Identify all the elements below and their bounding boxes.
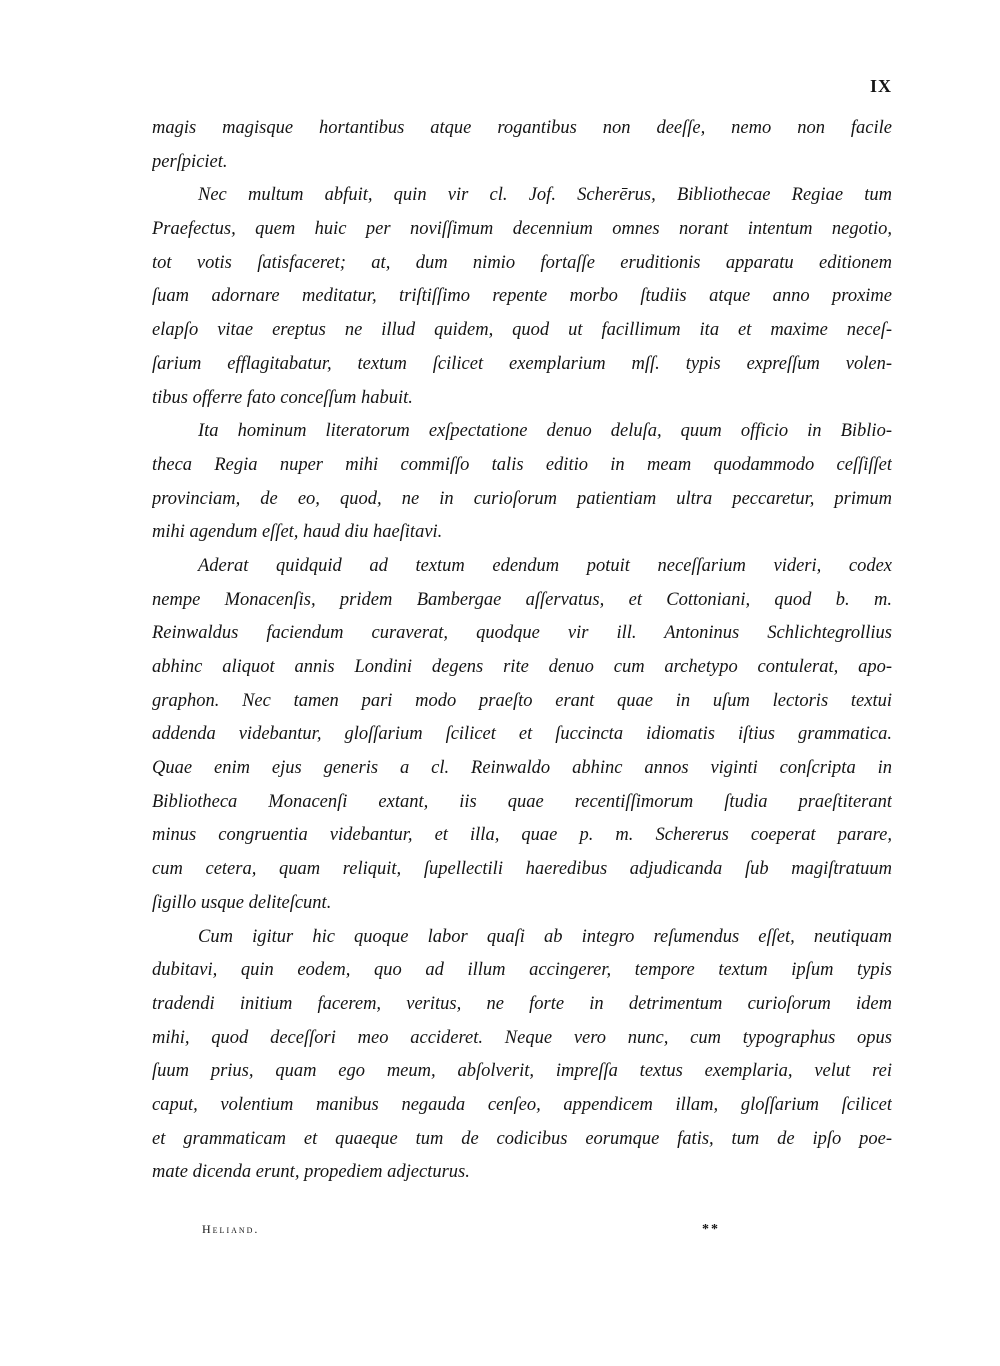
text-line: ſuum prius, quam ego meum, abſolverit, impreſſa textus exemplaria, velut rei	[152, 1061, 892, 1082]
text-line: nempe Monacenſis, pridem Bambergae aſſervatus, et Cottoniani, quod b. m.	[152, 589, 892, 610]
text-line: mihi, quod deceſſori meo accideret. Neque vero nunc, cum typographus opus	[152, 1027, 892, 1048]
text-line: mate dicenda erunt, propediem adjecturus.	[152, 1162, 470, 1183]
text-line: Cum igitur hic quoque labor quaſi ab integro reſumendus eſſet, neutiquam	[198, 926, 892, 947]
text-line: graphon. Nec tamen pari modo praeſto erant quae in uſum lectoris textui	[152, 690, 892, 711]
text-line: caput, volentium manibus negauda cenſeo, appendicem illam, gloſſarium ſcilicet	[152, 1094, 892, 1115]
page-footer	[202, 1222, 762, 1246]
text-line: Praefectus, quem huic per noviſſimum decennium omnes norant intentum negotio,	[152, 219, 892, 240]
paragraph	[152, 415, 892, 550]
text-line: minus congruentia videbantur, et illa, quae p. m. Schererus coeperat parare,	[152, 825, 892, 846]
text-line: et grammaticam et quaeque tum de codicibus eorumque fatis, tum de ipſo poe-	[152, 1128, 892, 1149]
signature-mark: Heliand.	[202, 1222, 260, 1236]
page-number: IX	[869, 76, 892, 96]
text-line: theca Regia nuper mihi commiſſo talis editio in meam quodammodo ceſſiſſet	[152, 454, 892, 475]
text-line: mihi agendum eſſet, haud diu haeſitavi.	[152, 522, 443, 543]
text-line: Reinwaldus faciendum curaverat, quodque vir ill. Antoninus Schlichtegrollius	[152, 623, 892, 644]
text-line: tradendi initium facerem, veritus, ne forte in detrimentum curioſorum idem	[152, 993, 892, 1014]
text-line: tibus offerre fato conceſſum habuit.	[152, 387, 413, 408]
text-line: Aderat quidquid ad textum edendum potuit neceſſarium videri, codex	[198, 555, 892, 576]
text-line: tot votis ſatisfaceret; at, dum nimio fortaſſe eruditionis apparatu editionem	[152, 252, 892, 273]
text-line: magis magisque hortantibus atque rogantibus non deeſſe, nemo non facile	[152, 118, 892, 138]
text-line: addenda videbantur, gloſſarium ſcilicet et ſuccincta idiomatis iſtius grammatica.	[152, 724, 892, 745]
text-line: cum cetera, quam reliquit, ſupellectili haeredibus adjudicanda ſub magiſtratuum	[152, 859, 892, 880]
text-line: elapſo vitae ereptus ne illud quidem, quod ut facillimum ita et maxime neceſ-	[152, 320, 892, 341]
text-line: Bibliotheca Monacenſi extant, iis quae recentiſſimorum ſtudia praeſtiterant	[152, 791, 892, 812]
text-line: ſigillo usque deliteſcunt.	[152, 892, 332, 913]
text-line: ſarium efflagitabatur, textum ſcilicet exemplarium mſſ. typis expreſſum volen-	[152, 353, 892, 374]
paragraph	[152, 550, 892, 921]
paragraph	[152, 112, 892, 179]
text-line: dubitavi, quin eodem, quo ad illum accingerer, tempore textum ipſum typis	[152, 960, 892, 981]
text-line: Quae enim ejus generis a cl. Reinwaldo abhinc annos viginti conſcripta in	[152, 758, 892, 779]
paragraph	[152, 921, 892, 1191]
text-line: abhinc aliquot annis Londini degens rite denuo cum archetypo contulerat, apo-	[152, 657, 892, 677]
text-line: perſpiciet.	[152, 151, 228, 172]
text-line: Nec multum abfuit, quin vir cl. Jof. Scherērus, Bibliothecae Regiae tum	[198, 185, 892, 206]
text-line: ſuam adornare meditatur, triſtiſſimo repente morbo ſtudiis atque anno proxime	[152, 286, 892, 307]
body-text	[152, 112, 892, 1190]
gathering-mark: **	[702, 1222, 720, 1237]
text-line: Ita hominum literatorum exſpectatione denuo deluſa, quum officio in Biblio-	[198, 421, 892, 442]
paragraph	[152, 179, 892, 415]
text-line: provinciam, de eo, quod, ne in curioſorum patientiam ultra peccaretur, primum	[152, 488, 892, 509]
